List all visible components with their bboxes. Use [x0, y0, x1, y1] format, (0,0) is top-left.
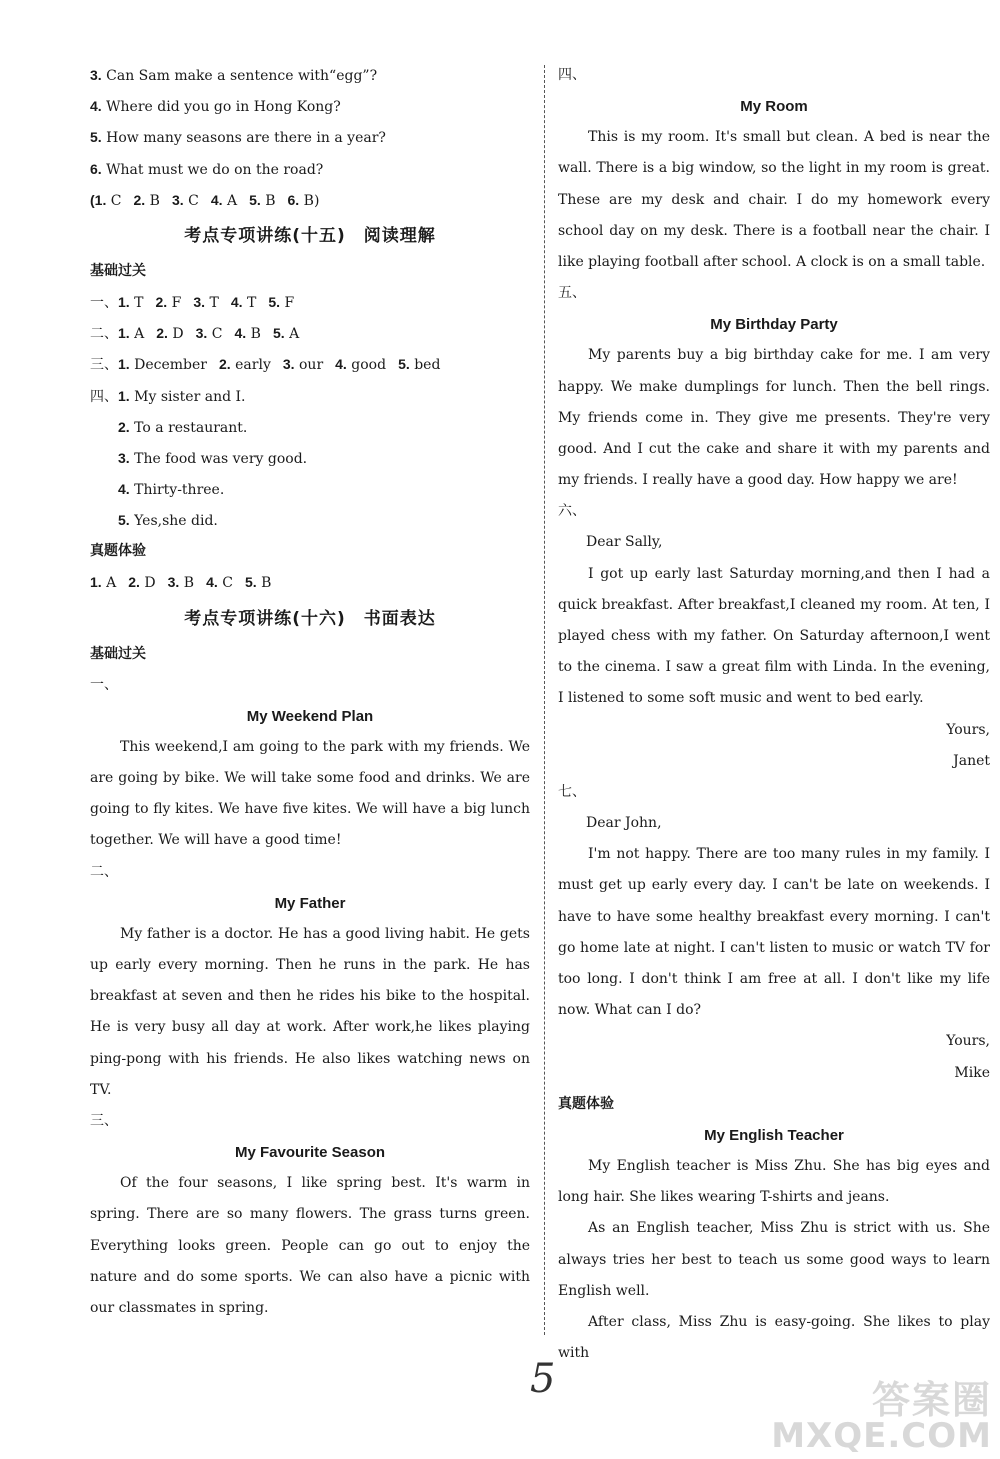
- essay-1-title: My Weekend Plan: [246, 707, 374, 725]
- answer-number: 2.: [155, 293, 168, 310]
- left-column: [90, 60, 530, 1324]
- answer-number: 3.: [167, 574, 180, 591]
- right-column: [558, 60, 990, 1369]
- letter-7-greeting: Dear John,: [586, 814, 662, 831]
- answer-item: [90, 575, 116, 591]
- answer-value: T: [209, 294, 219, 311]
- essay-2-title: My Father: [274, 894, 346, 912]
- answer-number: 1.: [118, 293, 130, 310]
- watermark-en: MXQE.COM: [771, 1416, 992, 1456]
- watermark-logo: [771, 1378, 992, 1456]
- answer-value: C: [110, 192, 122, 209]
- answer-item: [156, 326, 183, 342]
- answer-item: [219, 357, 271, 373]
- answer-value: T: [134, 294, 144, 311]
- essay-1-text: This weekend,I am going to the park with my friends. We are going by bike. We will take some food and drinks. We are going to fly kites. We have five kites. We will have a big lunch together. We will have a good time!: [90, 738, 530, 849]
- answer-item: [268, 295, 294, 311]
- answer-value: A: [106, 575, 117, 592]
- answer-number: 1.: [118, 356, 130, 373]
- answer-value: B: [265, 192, 276, 209]
- letter-7-closing: Yours,: [946, 1033, 990, 1050]
- answer-item: [168, 575, 194, 591]
- essay-3-title: My Favourite Season: [234, 1144, 386, 1162]
- answer-value: T: [246, 294, 257, 311]
- answer-value: B: [250, 326, 261, 343]
- essay-8-paragraph-1: My English teacher is Miss Zhu. She has big eyes and long hair. She likes wearing T-shirts and jeans.: [558, 1157, 990, 1206]
- basics-heading-15: 基础过关: [90, 262, 146, 279]
- letter-6-closing: Yours,: [946, 721, 990, 738]
- answer-item: [398, 357, 440, 373]
- reading-answer-4-3: 3. The food was very good.: [118, 449, 308, 467]
- answer-item: [211, 193, 237, 209]
- answer-number: 3.: [171, 191, 184, 208]
- reading-answer-4-5: 5. Yes,she did.: [118, 512, 218, 530]
- reading-answers-1: 一、1. T 2. F 3. T 4. T 5. F: [90, 293, 295, 311]
- answer-number: 3.: [195, 325, 208, 342]
- answer-number: 5.: [249, 191, 261, 208]
- section-15-title: 考点专项讲练(十五) 阅读理解: [184, 225, 436, 246]
- answer-item: [118, 357, 207, 373]
- letter-6-greeting: Dear Sally,: [586, 534, 663, 551]
- section-16-title: 考点专项讲练(十六) 书面表达: [184, 608, 436, 629]
- answer-item: [172, 193, 199, 209]
- answer-value: December: [134, 357, 207, 374]
- essay-8-paragraph-3: After class, Miss Zhu is easy-going. She likes to play with: [558, 1313, 990, 1362]
- essay-4-mark: 四、: [558, 67, 586, 83]
- essay-8-paragraph-2: As an English teacher, Miss Zhu is strict with us. She always tries her best to teach us some good ways to learn English well.: [558, 1220, 990, 1299]
- answer-item: [335, 357, 386, 373]
- question-3: 3. Can Sam make a sentence with“egg”?: [90, 67, 378, 84]
- answer-number: 5.: [244, 574, 257, 591]
- answer-item: [273, 326, 299, 342]
- answer-number: 4.: [206, 574, 218, 591]
- answer-number: 6.: [287, 191, 300, 208]
- reading-answers-3: 三、1. December 2. early 3. our 4. good 5. bed: [90, 356, 441, 374]
- answer-item: [118, 295, 143, 311]
- answer-value: A: [226, 192, 238, 209]
- answer-item: [128, 575, 155, 591]
- reading-answer-4-4: 4. Thirty-three.: [118, 481, 225, 499]
- answer-value: A: [289, 326, 300, 343]
- answer-number: 1.: [118, 325, 130, 342]
- answer-number: 4.: [234, 325, 247, 342]
- answer-row-prev: [90, 185, 530, 216]
- answer-number: 5.: [272, 325, 285, 342]
- answer-value: A: [134, 326, 145, 343]
- page-number: 5: [530, 1356, 556, 1402]
- exam-heading-15: 真题体验: [90, 543, 146, 560]
- letter-6-text: I got up early last Saturday morning,and then I had a quick breakfast. After breakfast,I cleaned my room. At ten, I played chess with my father. On Saturday afternoon,I went to the cinema. I saw a great film with Linda. In the evening, I listened to some soft music and went to bed early.: [558, 565, 990, 707]
- essay-2-mark: 二、: [90, 863, 118, 880]
- answer-number: 3.: [282, 356, 295, 373]
- answer-value: D: [172, 326, 184, 343]
- answer-value: early: [235, 357, 271, 374]
- essay-4-title: My Room: [740, 98, 808, 115]
- letter-7-signature: Mike: [954, 1064, 990, 1081]
- answer-number: 5.: [268, 293, 280, 310]
- essay-1-mark: 一、: [90, 676, 118, 693]
- answer-number: (1.: [90, 191, 107, 208]
- answer-item: [134, 193, 160, 209]
- essay-5-text: My parents buy a big birthday cake for me. I am very happy. We make dumplings for lunch. Then the bell rings. My friends come in. They give me presents. They're very good. And I cut the cake and share it with my parents and my friends. I really have a good day. How happy we are!: [558, 347, 990, 489]
- exam-answers-15: [90, 567, 530, 598]
- essay-8-title: My English Teacher: [704, 1126, 844, 1144]
- answer-item: [90, 193, 122, 209]
- essay-3-mark: 三、: [90, 1113, 118, 1130]
- answer-value: C: [222, 575, 233, 592]
- answer-number: 5.: [398, 356, 410, 373]
- letter-6-signature: Janet: [953, 752, 990, 769]
- answer-value: F: [284, 294, 295, 311]
- essay-7-mark: 七、: [558, 783, 586, 800]
- answer-number: 2.: [219, 356, 231, 373]
- essay-5-title: My Birthday Party: [710, 316, 838, 334]
- question-5: 5. How many seasons are there in a year?: [90, 129, 386, 147]
- answer-value: good: [351, 357, 387, 374]
- reading-answer-4-1: 四、1. My sister and I.: [90, 387, 246, 405]
- answer-number: 4.: [230, 293, 243, 310]
- answer-item: [288, 193, 320, 209]
- reading-answers-2: 二、1. A 2. D 3. C 4. B 5. A: [90, 325, 300, 343]
- answer-number: 2.: [128, 574, 140, 591]
- answer-value: our: [299, 357, 324, 374]
- answer-value: C: [211, 326, 223, 343]
- answer-item: [206, 575, 233, 591]
- watermark-cn: 答案圈: [871, 1378, 992, 1422]
- essay-6-mark: 六、: [558, 503, 586, 520]
- answer-value: B: [261, 575, 272, 592]
- essay-4-text: This is my room. It's small but clean. A bed is near the wall. There is a big window, so the light in my room is great. These are my desk and chair. I do my homework every school day on my desk. There is a football near the chair. I like playing football after school. A clock is on a small table.: [558, 129, 990, 270]
- answer-number: 2.: [133, 191, 146, 208]
- answer-item: [155, 295, 181, 311]
- basics-heading-16: 基础过关: [90, 645, 146, 662]
- question-6: 6. What must we do on the road?: [90, 160, 324, 178]
- answer-item: [196, 326, 223, 342]
- answer-number: 4.: [335, 356, 347, 373]
- answer-value: bed: [414, 357, 441, 374]
- exam-heading-16: 真题体验: [558, 1095, 614, 1112]
- answer-item: [245, 575, 271, 591]
- answer-value: B: [149, 192, 160, 209]
- answer-item: [118, 326, 144, 342]
- essay-5-mark: 五、: [558, 285, 586, 302]
- answer-item: [193, 295, 218, 311]
- answer-value: B): [303, 192, 320, 209]
- answer-value: F: [171, 294, 182, 311]
- column-divider: [544, 65, 545, 1335]
- answer-number: 4.: [210, 191, 223, 208]
- answer-item: [249, 193, 275, 209]
- answer-value: C: [188, 192, 199, 209]
- essay-2-text: My father is a doctor. He has a good living habit. He gets up early every morning. Then he runs in the park. He has breakfast at seven and then he rides his bike to the hospital. He is very busy all day at work. After work,he likes playing ping-pong with his friends. He also likes watching news on TV.: [90, 925, 530, 1098]
- answer-item: [283, 357, 323, 373]
- answer-number: 1.: [90, 574, 102, 591]
- answer-item: [231, 295, 256, 311]
- answer-item: [235, 326, 261, 342]
- answer-value: B: [183, 575, 195, 592]
- answer-number: 3.: [193, 293, 206, 310]
- reading-answer-4-2: 2. To a restaurant.: [118, 418, 248, 436]
- answer-number: 2.: [156, 325, 168, 342]
- letter-7-text: I'm not happy. There are too many rules in my family. I must get up early every day. I can't be late on weekends. I have to have some healthy breakfast every morning. I can't go home late at night. I can't listen to music or watch TV for too long. I don't think I am free at all. I don't like my life now. What can I do?: [558, 846, 990, 1019]
- question-4: 4. Where did you go in Hong Kong?: [90, 98, 341, 116]
- essay-3-text: Of the four seasons, I like spring best. It's warm in spring. There are so many flowers. The grass turns green. Everything looks green. People can go out to enjoy the nature and do some sports. We can also have a picnic with our classmates in spring.: [90, 1175, 530, 1317]
- answer-value: D: [144, 575, 156, 592]
